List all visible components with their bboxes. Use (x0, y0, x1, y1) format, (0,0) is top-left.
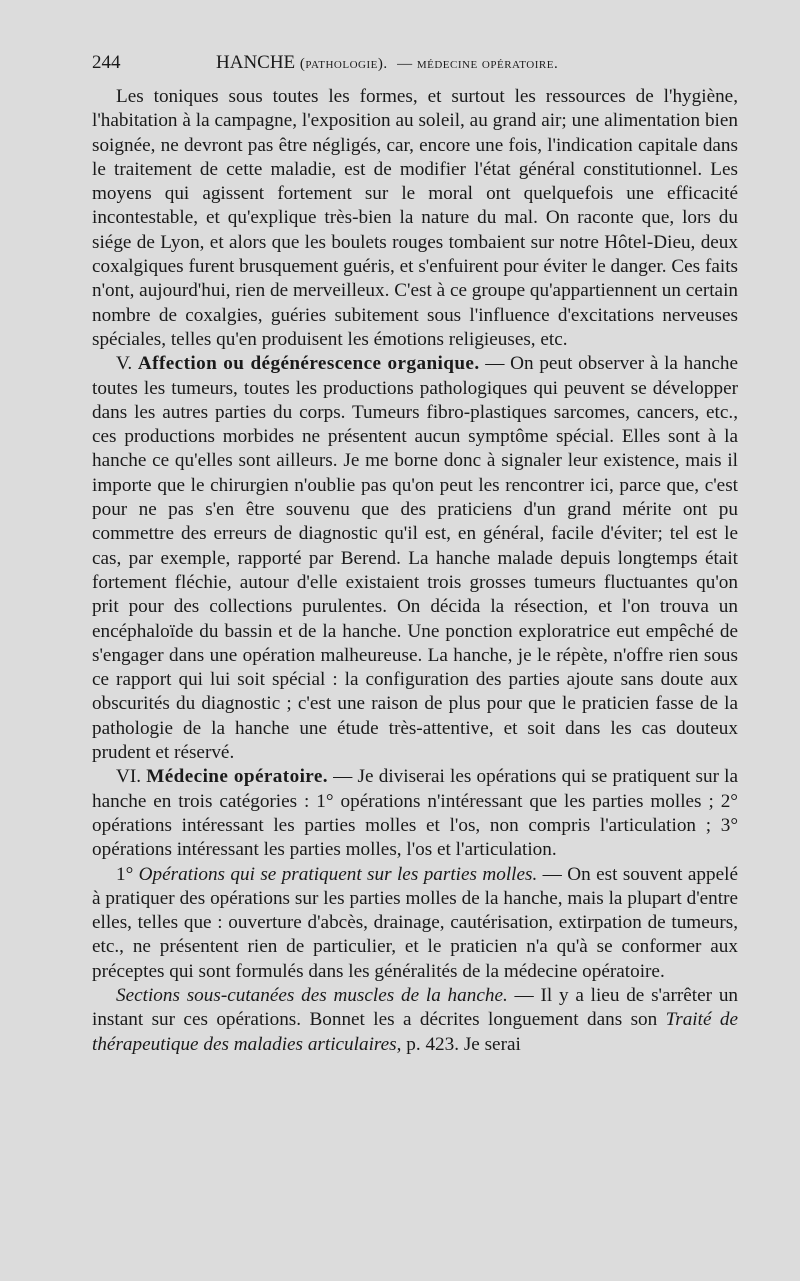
text-run: Les toniques sous toutes les formes, et surtout les ressources de l'hygiène, l'habitation à la campagne, l'exposition au soleil, au grand air; une alimentation bien soignée, ne devront pas être négligés, car, encore une fois, l'indication capitale dans le traitement de cette maladie, est de modifier l'état général constitutionnel. Les moyens qui agissent fortement sur le moral ont quelquefois une efficacité incontestable, et qu'explique très-bien la nature du mal. On raconte que, lors du siége de Lyon, et alors que les boulets rouges tombaient sur notre Hôtel-Dieu, deux coxalgiques furent brusquement guéris, et s'enfuirent pour éviter le danger. Ces faits n'ont, aujourd'hui, rien de merveilleux. C'est à ce groupe qu'appartiennent un certain nombre de coxalgies, guéries subitement sous l'influence d'excitations nerveuses spéciales, telles qu'en produisent les émotions religieuses, etc. (92, 86, 738, 350)
text-run: VI. (116, 766, 147, 788)
text-run: V. (116, 353, 138, 375)
paragraph (92, 863, 738, 984)
paragraph (92, 984, 738, 1057)
italic-text: Sections sous-cutanées des muscles de la hanche. (116, 984, 508, 1006)
header-title-sub: (pathologie). (299, 56, 388, 72)
running-header (92, 52, 722, 76)
section-heading: Affection ou dégénérescence organique. (137, 353, 480, 375)
text-run: — On peut observer à la hanche toutes les tumeurs, toutes les productions pathologiques qui peuvent se développer dans les autres parties du corps. Tumeurs fibro-plastiques sarcomes, cancers, etc., ces productions morbides ne présentent aucun symptôme spécial. Elles sont à la hanche ce qu'elles sont ailleurs. Je me borne donc à signaler leur existence, mais il importe que le chirurgien n'oublie pas qu'on peut les rencontrer ici, parce que, c'est pour ne pas s'en être souvenu que des praticiens d'un grand mérite ont pu commettre des erreurs de diagnostic qu'il est, en général, facile d'éviter; tel est le cas, par exemple, rapporté par Berend. La hanche malade depuis longtemps était fortement fléchie, autour d'elle existaient trois grosses tumeurs fluctuantes qu'on prit pour des collections purulentes. On décida la résection, et l'on trouva un encéphaloïde du bassin et de la hanche. Une ponction exploratrice eut empêché de s'engager dans une opération malheureuse. La hanche, je le répète, n'offre rien sous ce rapport qui lui soit spécial : la configuration des parties ajoute sans doute aux obscurités du diagnostic ; c'est une raison de plus pour que le praticien fasse de la pathologie de la hanche une étude très-attentive, et soit dans les cas douteux prudent et réservé. (92, 353, 738, 764)
italic-text: Traité de thérapeutique des maladies articulaires (92, 1009, 738, 1055)
paragraph (92, 352, 738, 765)
header-title-group (216, 52, 558, 74)
text-run: , p. 423. Je serai (396, 1033, 521, 1055)
section-heading: Médecine opératoire. (146, 766, 328, 788)
page-number: 244 (92, 52, 121, 73)
text-run: — Je diviserai les opérations qui se pratiquent sur la hanche en trois catégories : 1° opérations n'intéressant que les parties molles ; 2° opérations intéressant les parties molles et l'os, non compris l'articulation ; 3° opérations intéressant les parties molles, l'os et l'articulation. (92, 766, 738, 861)
text-run: — Il y a lieu de s'arrêter un instant sur ces opérations. Bonnet les a décrites longuement dans son (92, 984, 739, 1031)
paragraph (92, 85, 738, 352)
header-section: — médecine opératoire. (397, 56, 559, 72)
text-run: 1° (116, 863, 139, 885)
page-body (92, 85, 738, 1057)
text-run: — On est souvent appelé à pratiquer des opérations sur les parties molles de la hanche, mais la plupart d'entre elles, telles que : ouverture d'abcès, drainage, cautérisation, extirpation de tumeurs, etc., ne présentent rien de particulier, et le praticien n'a qu'à se conformer aux préceptes qui sont formulés dans les généralités de la médecine opératoire. (92, 863, 738, 982)
italic-text: Opérations qui se pratiquent sur les parties molles. (138, 863, 538, 885)
header-title: HANCHE (216, 52, 296, 73)
paragraph (92, 765, 738, 862)
